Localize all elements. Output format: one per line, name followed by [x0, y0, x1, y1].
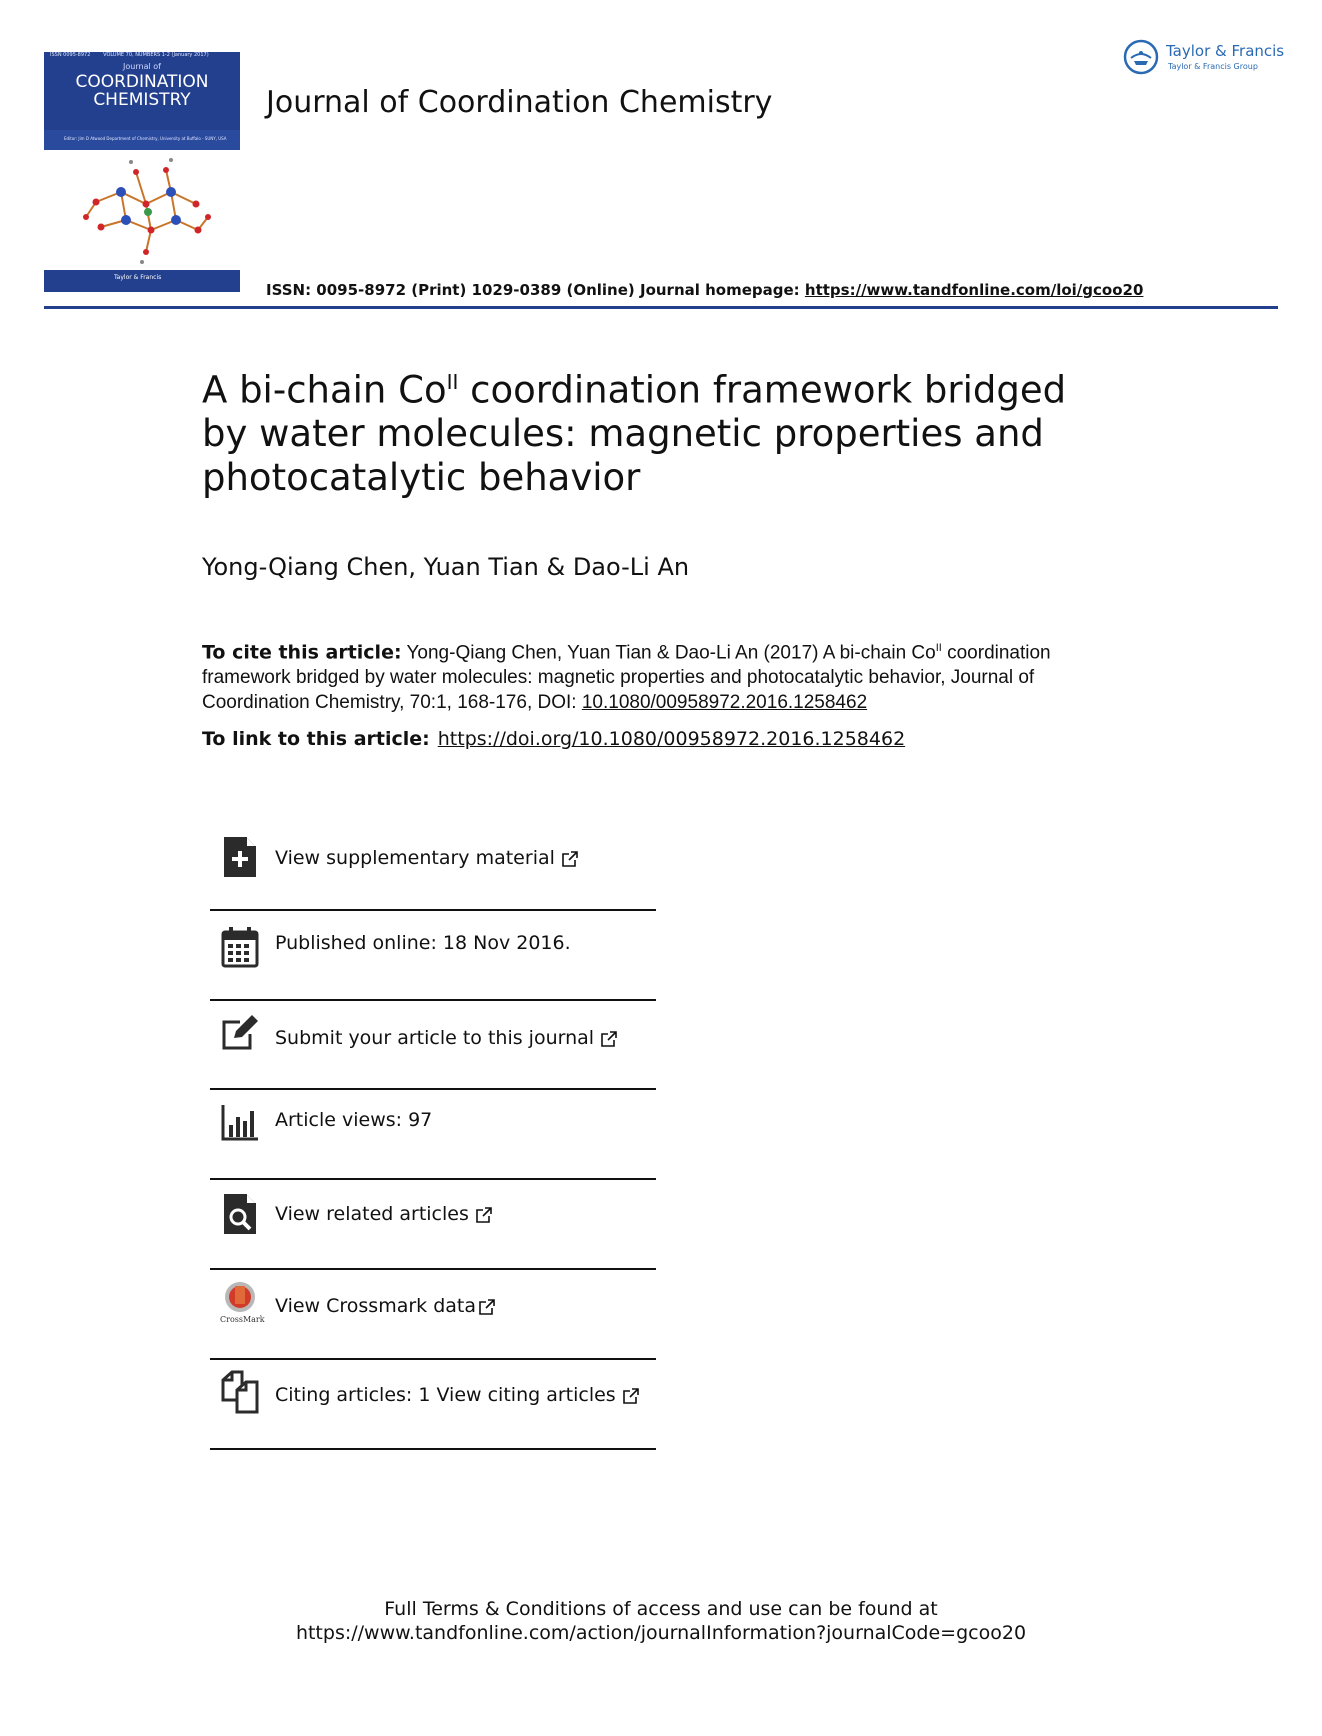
search-document-icon	[220, 1192, 260, 1236]
info-label-related: View related articles	[275, 1203, 493, 1225]
issn-line	[266, 281, 1143, 299]
cover-title-band	[44, 52, 240, 130]
external-link-icon	[600, 1030, 618, 1048]
external-link-icon	[475, 1206, 493, 1224]
footer-line1: Full Terms & Conditions of access and use can be found at	[384, 1598, 938, 1620]
doi-link[interactable]: 10.1080/00958972.2016.1258462	[581, 692, 868, 714]
article-link-line	[202, 728, 905, 750]
journal-cover	[44, 52, 240, 292]
cover-editor-text: Editor: Jim D Atwood Department of Chemistry, University at Buffalo - SUNY, USA	[64, 136, 227, 141]
external-link-icon	[622, 1387, 640, 1405]
cover-title-line2: CHEMISTRY	[93, 90, 191, 110]
edit-icon	[220, 1012, 260, 1056]
crossmark-caption: CrossMark	[220, 1315, 265, 1324]
footer-terms-url[interactable]: https://www.tandfonline.com/action/journalInformation?journalCode=gcoo20	[295, 1622, 1027, 1644]
cover-publisher-logo: Taylor & Francis	[114, 274, 162, 281]
cover-issue-info: ISSN 0095-8972 VOLUME 70, NUMBERS 1-2 (January 2017)	[50, 52, 209, 58]
info-item-supplementary[interactable]	[210, 820, 656, 910]
info-item-crossmark[interactable]	[210, 1269, 656, 1359]
cover-publisher-band	[44, 270, 240, 292]
issn-text: ISSN: 0095-8972 (Print) 1029-0389 (Online) Journal homepage:	[266, 281, 805, 299]
external-link-icon	[478, 1298, 496, 1316]
calendar-icon	[220, 926, 260, 970]
publisher-group: Taylor & Francis Group	[1168, 62, 1258, 71]
info-item-published	[210, 910, 656, 1000]
header-divider	[44, 306, 1278, 309]
cover-title-line1: COORDINATION	[75, 72, 209, 92]
info-label-submit: Submit your article to this journal	[275, 1027, 618, 1049]
citation-block: To cite this article: Yong-Qiang Chen, Yuan Tian & Dao-Li An (2017) A bi-chain $Co^{II}$ coordination framework bridged by water molecules: magnetic properties and photocatalytic behavior, Journal of Coordination Chemistry, 70:1, 168-176, DOI: 10.1080/00958972.2016.1258462	[202, 641, 1051, 714]
info-label-crossmark: View Crossmark data	[275, 1295, 496, 1317]
citing-articles-icon	[220, 1370, 260, 1414]
citation-label: To cite this article:	[202, 641, 402, 664]
molecule-illustration	[76, 142, 216, 272]
info-item-submit[interactable]	[210, 1000, 656, 1089]
info-divider	[210, 1448, 656, 1450]
publisher-name: Taylor & Francis	[1166, 42, 1285, 60]
publisher-logo-icon	[1122, 38, 1160, 76]
article-link-label: To link to this article:	[202, 728, 430, 750]
bar-chart-icon	[220, 1101, 260, 1145]
external-link-icon	[561, 850, 579, 868]
info-label-views: Article views: 97	[275, 1109, 433, 1131]
info-label-supplementary: View supplementary material	[275, 847, 579, 869]
footer-terms	[0, 1597, 1322, 1645]
info-item-citing[interactable]	[210, 1359, 656, 1449]
info-item-related[interactable]	[210, 1179, 656, 1269]
article-doi-url[interactable]: https://doi.org/10.1080/00958972.2016.1258462	[437, 728, 906, 750]
info-label-citing: Citing articles: 1 View citing articles	[275, 1384, 640, 1406]
supplementary-file-icon	[220, 835, 260, 879]
journal-homepage-link[interactable]: https://www.tandfonline.com/loi/gcoo20	[804, 281, 1144, 299]
info-item-views	[210, 1089, 656, 1179]
publisher-logo[interactable]	[1120, 38, 1290, 78]
article-authors: Yong-Qiang Chen, Yuan Tian & Dao-Li An	[202, 553, 690, 581]
cover-journal-of: Journal of	[123, 62, 161, 71]
journal-title: Journal of Coordination Chemistry	[266, 85, 773, 120]
info-label-published: Published online: 18 Nov 2016.	[275, 932, 571, 954]
article-title: A bi-chain $Co^{II}$ coordination framework bridged by water molecules: magnetic properties and photocatalytic behavior	[202, 368, 1067, 500]
